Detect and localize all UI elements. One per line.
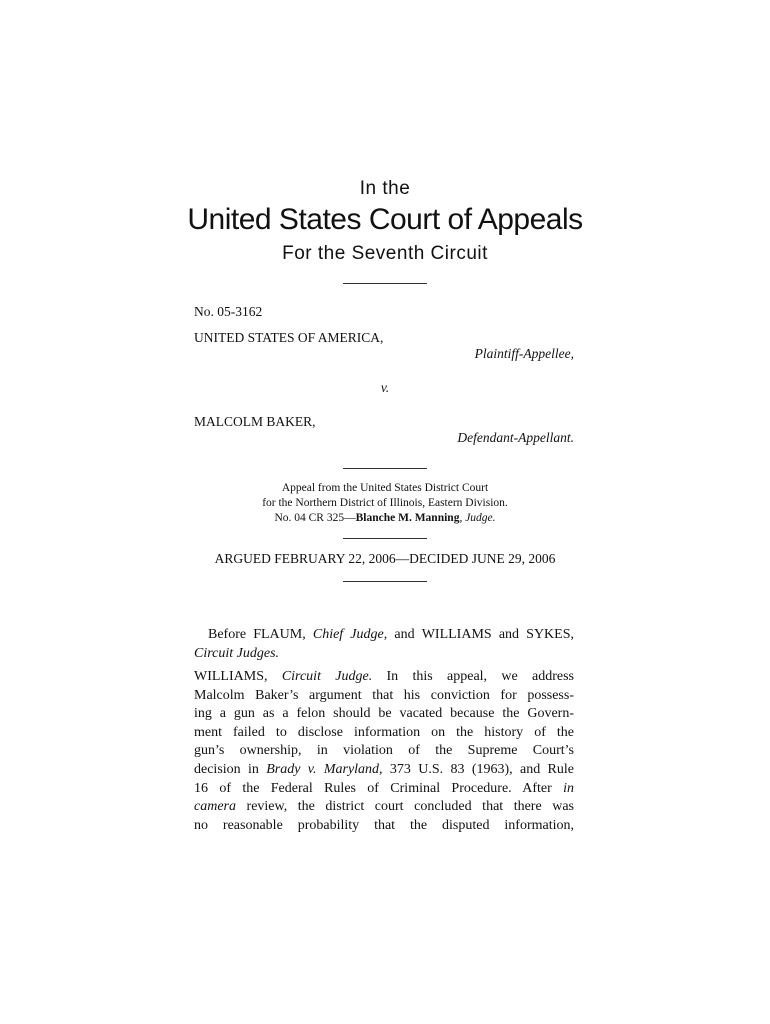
opinion-line: no reasonable probability that the disputed information, bbox=[194, 817, 574, 833]
opinion-paragraph bbox=[194, 668, 574, 835]
opinion-line: gun’s ownership, in violation of the Supreme Court’s bbox=[194, 743, 574, 759]
party-appellee-role: Plaintiff-Appellee, bbox=[474, 346, 574, 361]
divider-rule bbox=[343, 538, 427, 539]
panel-line-2: Circuit Judges. bbox=[194, 645, 280, 661]
appeal-case-number: No. 04 CR 325— bbox=[274, 512, 356, 524]
case-number: No. 05-3162 bbox=[194, 304, 263, 319]
opinion-line: WILLIAMS, Circuit Judge. In this appeal, we address bbox=[194, 669, 574, 684]
appeal-line-3 bbox=[0, 511, 770, 526]
district-judge-name: Blanche M. Manning bbox=[355, 512, 460, 524]
versus: v. bbox=[380, 380, 390, 395]
divider-rule bbox=[343, 581, 427, 582]
opinion-line: ment failed to disclose information on the history of the bbox=[194, 724, 574, 740]
appeal-line-1: Appeal from the United States District Court bbox=[281, 482, 489, 494]
appeal-line-2: for the Northern District of Illinois, Eastern Division. bbox=[262, 497, 508, 509]
opinion-line: camera review, the district court concluded that there was bbox=[194, 799, 574, 815]
district-judge-title: , Judge. bbox=[459, 512, 496, 524]
opinion-line: Malcolm Baker’s argument that his conviction for possess- bbox=[194, 687, 574, 703]
panel-line-1: Before FLAUM, Chief Judge, and WILLIAMS and SYKES, bbox=[208, 627, 575, 642]
court-name: United States Court of Appeals bbox=[187, 203, 583, 236]
party-appellee: UNITED STATES OF AMERICA, bbox=[194, 330, 384, 345]
circuit-name: For the Seventh Circuit bbox=[282, 243, 488, 264]
opinion-line: decision in Brady v. Maryland, 373 U.S. 83 (1963), and Rule bbox=[194, 761, 574, 777]
argued-decided-dates: ARGUED FEBRUARY 22, 2006—DECIDED JUNE 29, 2006 bbox=[214, 551, 556, 566]
party-appellant-role: Defendant-Appellant. bbox=[457, 430, 574, 445]
header-in-the: In the bbox=[359, 178, 411, 199]
divider-rule bbox=[343, 283, 427, 284]
opinion-line: ing a gun as a felon should be vacated because the Govern- bbox=[194, 706, 574, 722]
divider-rule bbox=[343, 468, 427, 469]
opinion-line: 16 of the Federal Rules of Criminal Procedure. After in bbox=[194, 780, 575, 796]
panel-statement bbox=[194, 626, 574, 663]
party-appellant: MALCOLM BAKER, bbox=[194, 414, 316, 429]
